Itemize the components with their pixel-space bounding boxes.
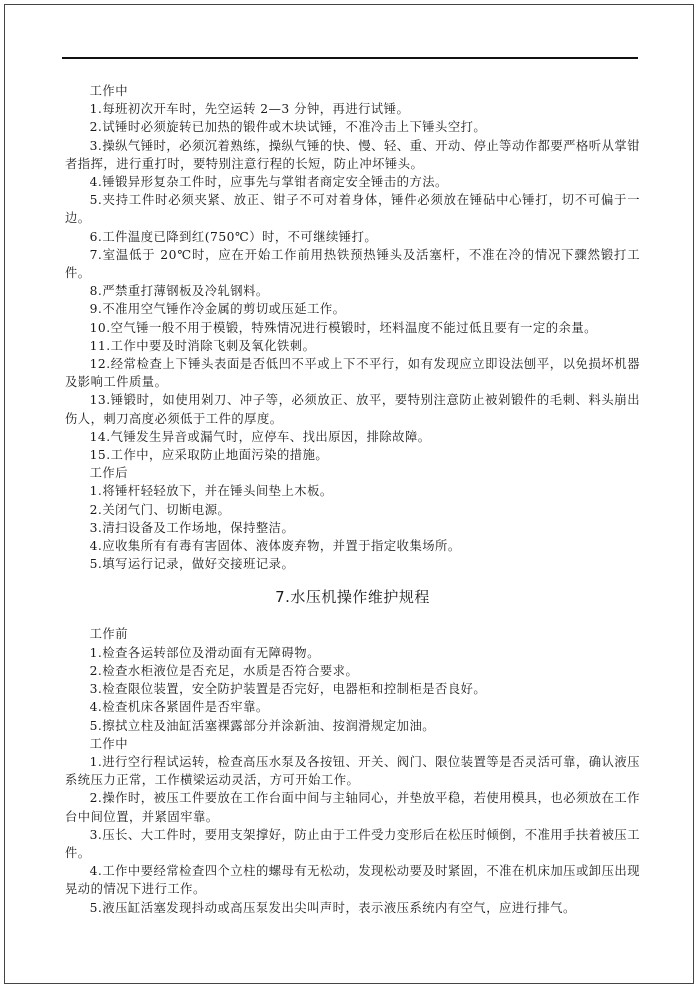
paragraph: 2.检查水柜液位是否充足，水质是否符合要求。 <box>89 663 359 678</box>
air-hammer-procedure-section <box>65 82 640 573</box>
paragraph: 工作前 <box>89 627 128 642</box>
paragraph: 5.填写运行记录，做好交接班记录。 <box>89 557 295 572</box>
header-rule <box>62 57 638 59</box>
paragraph: 4.锤锻异形复杂工件时，应事先与掌钳者商定安全锤击的方法。 <box>89 175 448 190</box>
paragraph: 3.检查限位装置，安全防护装置是否完好，电器柜和控制柜是否良好。 <box>89 682 487 697</box>
paragraph: 1.检查各运转部位及滑动面有无障碍物。 <box>89 645 320 660</box>
page-content <box>65 82 640 917</box>
paragraph: 2.试锤时必须旋转已加热的锻件或木块试锤，不准冷击上下锤头空打。 <box>89 120 487 135</box>
document-page <box>4 4 694 984</box>
paragraph: 8.严禁重打薄钢板及冷轧钢料。 <box>89 284 269 299</box>
paragraph: 工作后 <box>89 466 128 481</box>
paragraph: 1.进行空行程试运转，检查高压水泵及各按钮、开关、阀门、限位装置等是否灵活可靠，确认液压系统压力正常，工作横梁运动灵活，方可开始工作。 <box>65 754 640 788</box>
paragraph: 7.室温低于 20℃时，应在开始工作前用热铁预热锤头及活塞杆，不准在冷的情况下骤然锻打工件。 <box>65 247 640 281</box>
paragraph: 10.空气锤一般不用于模锻，特殊情况进行模锻时，坯料温度不能过低且要有一定的余量。 <box>89 320 597 335</box>
paragraph: 15.工作中，应采取防止地面污染的措施。 <box>89 448 329 463</box>
paragraph: 12.经常检查上下锤头表面是否低凹不平或上下不平行，如有发现应立即设法刨平，以免损坏机器及影响工件质量。 <box>65 357 640 390</box>
paragraph: 工作中 <box>89 84 128 98</box>
section-title: 7.水压机操作维护规程 <box>275 588 430 607</box>
paragraph: 4.检查机床各紧固件是否牢靠。 <box>89 700 269 715</box>
paragraph: 6.工件温度已降到红(750℃）时，不可继续锤打。 <box>89 229 378 244</box>
paragraph: 3.清扫设备及工作场地，保持整洁。 <box>89 520 295 535</box>
paragraph: 13.锤锻时，如使用剁刀、冲子等，必须放正、放平，要特别注意防止被剁锻件的毛刺、料头崩出伤人，刺刀高度必须低于工件的厚度。 <box>65 393 640 426</box>
paragraph: 2.关闭气门、切断电源。 <box>89 502 231 517</box>
paragraph: 1.每班初次开车时，先空运转 2—3 分钟，再进行试锤。 <box>89 102 410 117</box>
paragraph: 工作中 <box>89 736 128 751</box>
paragraph: 5.夹持工件时必须夹紧、放正、钳子不可对着身体，锤件必须放在锤砧中心锤打，切不可偏于一边。 <box>65 193 640 226</box>
paragraph: 9.不准用空气锤作冷金属的剪切或压延工作。 <box>89 302 346 317</box>
paragraph: 3.操纵气锤时，必须沉着熟练，操纵气锤的快、慢、轻、重、开动、停止等动作都要严格听从掌钳者指挥，进行重打时，要特别注意行程的长短，防止冲坏锤头。 <box>65 138 640 171</box>
paragraph: 2.操作时，被压工件要放在工作台面中间与主轴同心，并垫放平稳，若使用模具，也必须放在工作台中间位置，并紧固牢靠。 <box>65 791 640 824</box>
paragraph: 5.擦拭立柱及油缸活塞裸露部分并涂新油、按润滑规定加油。 <box>89 718 436 733</box>
paragraph: 4.工作中要经常检查四个立柱的螺母有无松动，发现松动要及时紧固，不准在机床加压或卸压出现晃动的情况下进行工作。 <box>65 864 640 897</box>
hydraulic-press-procedure-section <box>65 625 640 916</box>
paragraph: 14.气锤发生异音或漏气时，应停车、找出原因，排除故障。 <box>89 429 431 444</box>
paragraph: 3.压长、大工件时，要用支架撑好，防止由于工件受力变形后在松压时倾倒，不准用手扶着被压工件。 <box>65 827 640 860</box>
paragraph: 5.液压缸活塞发现抖动或高压泵发出尖叫声时，表示液压系统内有空气，应进行排气。 <box>89 900 576 915</box>
paragraph: 4.应收集所有有毒有害固体、液体废弃物，并置于指定收集场所。 <box>89 539 461 554</box>
paragraph: 1.将锤杆轻轻放下，并在锤头间垫上木板。 <box>89 484 333 499</box>
paragraph: 11.工作中要及时消除飞刺及氧化铁刺。 <box>89 338 316 353</box>
